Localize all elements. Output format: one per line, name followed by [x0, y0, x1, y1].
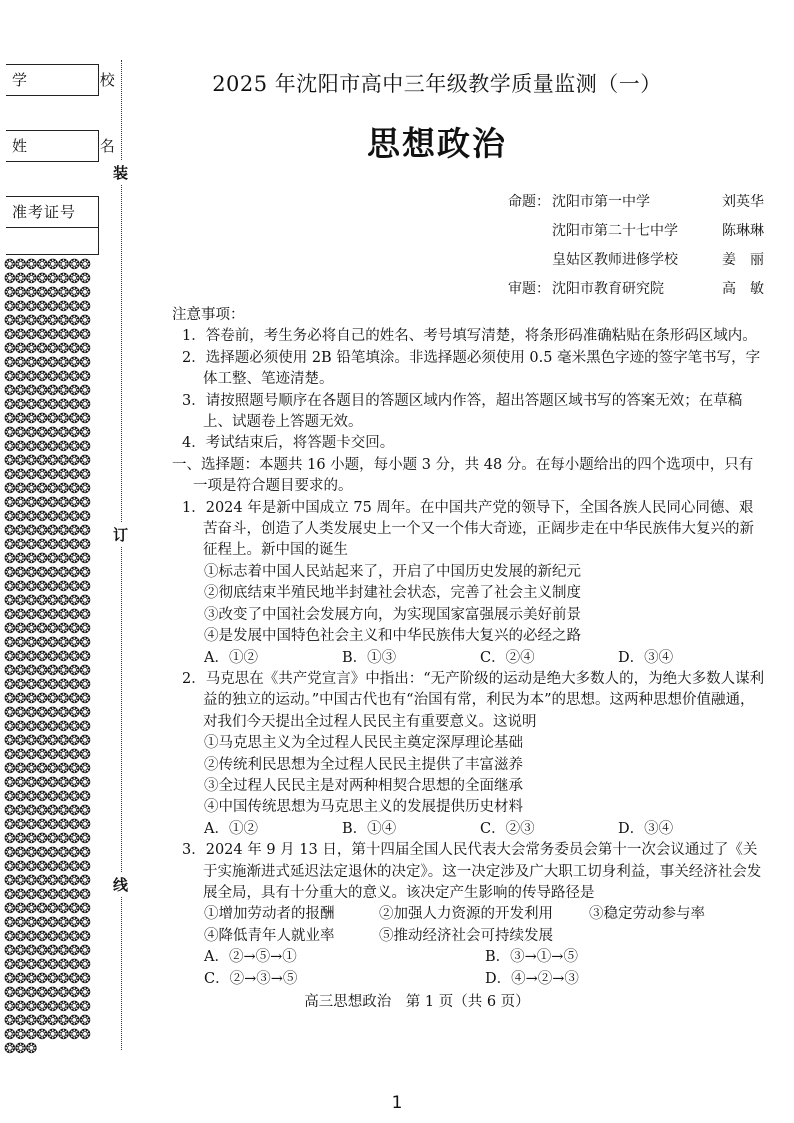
author-label — [508, 217, 552, 246]
question-3-statement: ①增加劳动者的报酬 — [204, 906, 335, 923]
choice-d: D．③④ — [618, 820, 674, 837]
question-3-statement: ②加强人力资源的开发利用 — [379, 906, 553, 923]
author-org: 沈阳市教育研究院 — [552, 281, 664, 297]
question-2-statement: ④中国传统思想为马克思主义的发展提供历史材料 — [204, 799, 523, 816]
binding-label-zhuang: 装 — [113, 160, 128, 185]
choice-d: D．③④ — [618, 649, 674, 666]
author-org: 沈阳市第二十七中学 — [552, 223, 678, 239]
choice-a: A．②→⑤→① — [204, 949, 297, 966]
choice-b: B．①③ — [342, 649, 397, 666]
exam-id-label: 准考证号 — [12, 203, 77, 221]
choice-a: A．①② — [204, 649, 258, 666]
question-2-statement: ①马克思主义为全过程人民民主奠定深厚理论基础 — [204, 735, 523, 752]
author-row — [508, 188, 764, 217]
question-3-stem: 3．2024 年 9 月 13 日，第十四届全国人民代表大会常务委员会第十一次会议通过了《关于实施渐进式延迟法定退休的决定》。这一决定涉及广大职工切身利益，事关经济社会发展全局，具有十分重大的意义。该决定产生影响的传导路径是 — [182, 842, 762, 901]
exam-content — [172, 305, 766, 990]
question-2-stem: 2．马克思在《共产党宣言》中指出：“无产阶级的运动是绝大多数人的，为绝大多数人谋利益的独立的运动。”中国古代也有“治国有常，利民为本”的思想。这两种思想价值融通，对我们今天提出全过程人民民主有重要意义。这说明 — [182, 670, 765, 730]
subject-title: 思想政治 — [367, 124, 507, 163]
author-person: 高 敏 — [722, 281, 764, 297]
question-3-statements-row — [172, 926, 766, 947]
note-item: 1．答卷前，考生务必将自己的姓名、考号填写清楚，将条形码准确粘贴在条形码区域内。 — [182, 328, 757, 345]
notes-heading: 注意事项： — [172, 307, 245, 323]
question-3-choices — [172, 969, 766, 990]
question-3-choices — [172, 947, 766, 968]
decorative-sun-pattern: ❂❂❂❂❂❂❂❂❂❂❂❂❂❂❂❂❂❂❂❂❂❂❂❂❂❂❂❂❂❂❂❂❂❂❂❂❂❂❂❂❂❂❂❂❂❂❂❂❂❂❂❂❂❂❂❂❂❂❂❂❂❂❂❂❂❂❂❂❂❂❂❂❂❂❂❂❂❂❂❂❂❂❂❂❂❂❂❂❂❂❂❂❂❂❂❂❂❂❂❂❂❂❂❂❂❂❂❂❂❂❂❂❂❂❂❂❂❂❂❂❂❂❂❂❂❂❂❂❂❂❂❂❂❂❂❂❂❂❂❂❂❂❂❂❂❂❂❂❂❂❂❂❂❂❂❂❂❂❂❂❂❂❂❂❂❂❂❂❂❂❂❂❂❂❂❂❂❂❂❂❂❂❂❂❂❂❂❂❂❂❂❂❂❂❂❂❂❂❂❂❂❂❂❂❂❂❂❂❂❂❂❂❂❂❂❂❂❂❂❂❂❂❂❂❂❂❂❂❂❂❂❂❂❂❂❂❂❂❂❂❂❂❂❂❂❂❂❂❂❂❂❂❂❂❂❂❂❂❂❂❂❂❂❂❂❂❂❂❂❂❂❂❂❂❂❂❂❂❂❂❂❂❂❂❂❂❂❂❂❂❂❂❂❂❂❂❂❂❂❂❂❂❂❂❂❂❂❂❂❂❂❂❂❂❂❂❂❂❂❂❂❂❂❂❂❂❂❂❂❂❂❂❂❂❂❂❂❂❂❂❂❂❂❂❂❂❂❂❂❂❂❂❂❂❂❂❂❂❂❂❂❂❂❂❂❂❂❂❂❂❂❂❂❂❂❂❂❂❂❂❂❂❂❂❂❂❂❂❂❂❂❂❂❂❂❂❂❂❂❂❂❂❂❂❂❂❂❂❂❂❂❂❂❂❂❂❂❂❂❂❂❂❂❂❂❂❂❂❂❂❂❂❂❂❂❂❂❂❂❂❂❂❂❂❂❂❂❂❂❂❂ — [4, 257, 90, 1057]
question-3-statement: ④降低青年人就业率 — [204, 927, 335, 944]
question-1-stem: 1．2024 年是新中国成立 75 周年。在中国共产党的领导下，全国各族人民同心同德、艰苦奋斗，创造了人类发展史上一个又一个伟大奇迹，正阔步走在中华民族伟大复兴的新征程上。新中国的诞生 — [182, 499, 754, 559]
question-2-statement: ②传统利民思想为全过程人民民主提供了丰富滋养 — [204, 756, 523, 773]
author-person: 姜 丽 — [722, 252, 764, 268]
question-1-statement: ③改变了中国社会发展方向，为实现国家富强展示美好前景 — [204, 606, 581, 623]
note-item: 3．请按照题号顺序在各题目的答题区域内作答，超出答题区域书写的答案无效；在草稿上、试题卷上答题无效。 — [182, 392, 743, 431]
note-item: 4．考试结束后，将答题卡交回。 — [182, 435, 395, 452]
author-row — [508, 246, 764, 275]
school-label: 学 校 — [12, 71, 149, 89]
author-org: 皇姑区教师进修学校 — [552, 252, 678, 268]
choice-b: B．①④ — [342, 820, 397, 837]
exam-id-blank-box — [6, 224, 99, 255]
question-3-statement: ③稳定劳动参与率 — [589, 906, 705, 923]
author-label: 审题： — [508, 281, 550, 297]
question-1-statement: ④是发展中国特色社会主义和中华民族伟大复兴的必经之路 — [204, 628, 581, 645]
exam-title: 2025 年沈阳市高中三年级教学质量监测（一） — [212, 72, 662, 96]
question-1-choices — [172, 648, 766, 669]
choice-c: C．②③ — [480, 820, 535, 837]
page-number: 1 — [391, 1093, 403, 1113]
name-label: 姓 名 — [12, 137, 149, 155]
choice-a: A．①② — [204, 820, 258, 837]
section-heading: 一、选择题：本题共 16 小题，每小题 3 分，共 48 分。在每小题给出的四个选项中，只有一项是符合题目要求的。 — [172, 456, 754, 495]
author-org: 沈阳市第一中学 — [552, 194, 650, 210]
author-list — [508, 188, 764, 304]
choice-c: C．②→③→⑤ — [204, 970, 298, 987]
question-1-statement: ①标志着中国人民站起来了，开启了中国历史发展的新纪元 — [204, 563, 581, 580]
question-3-statement: ⑤推动经济社会可持续发展 — [379, 927, 553, 944]
question-3-statements-row — [172, 904, 766, 925]
author-person: 刘英华 — [722, 194, 764, 210]
note-item: 2．选择题必须使用 2B 铅笔填涂。非选择题必须使用 0.5 毫米黑色字迹的签字笔书写，字体工整、笔迹清楚。 — [182, 349, 761, 388]
author-row — [508, 217, 764, 246]
author-label: 命题： — [508, 194, 550, 210]
author-label — [508, 246, 552, 275]
binding-label-xian: 线 — [113, 872, 128, 897]
question-1-statement: ②彻底结束半殖民地半封建社会状态，完善了社会主义制度 — [204, 585, 581, 602]
author-row — [508, 275, 764, 304]
question-2-choices — [172, 819, 766, 840]
choice-b: B．③→①→⑤ — [485, 949, 578, 966]
choice-d: D．④→②→③ — [485, 970, 579, 987]
binding-dotted-line — [121, 60, 122, 1050]
binding-label-ding: 订 — [113, 522, 128, 547]
page-footer: 高三思想政治 第 1 页（共 6 页） — [304, 994, 530, 1010]
choice-c: C．②④ — [480, 649, 535, 666]
question-2-statement: ③全过程人民民主是对两种相契合思想的全面继承 — [204, 777, 523, 794]
author-person: 陈琳琳 — [722, 223, 764, 239]
